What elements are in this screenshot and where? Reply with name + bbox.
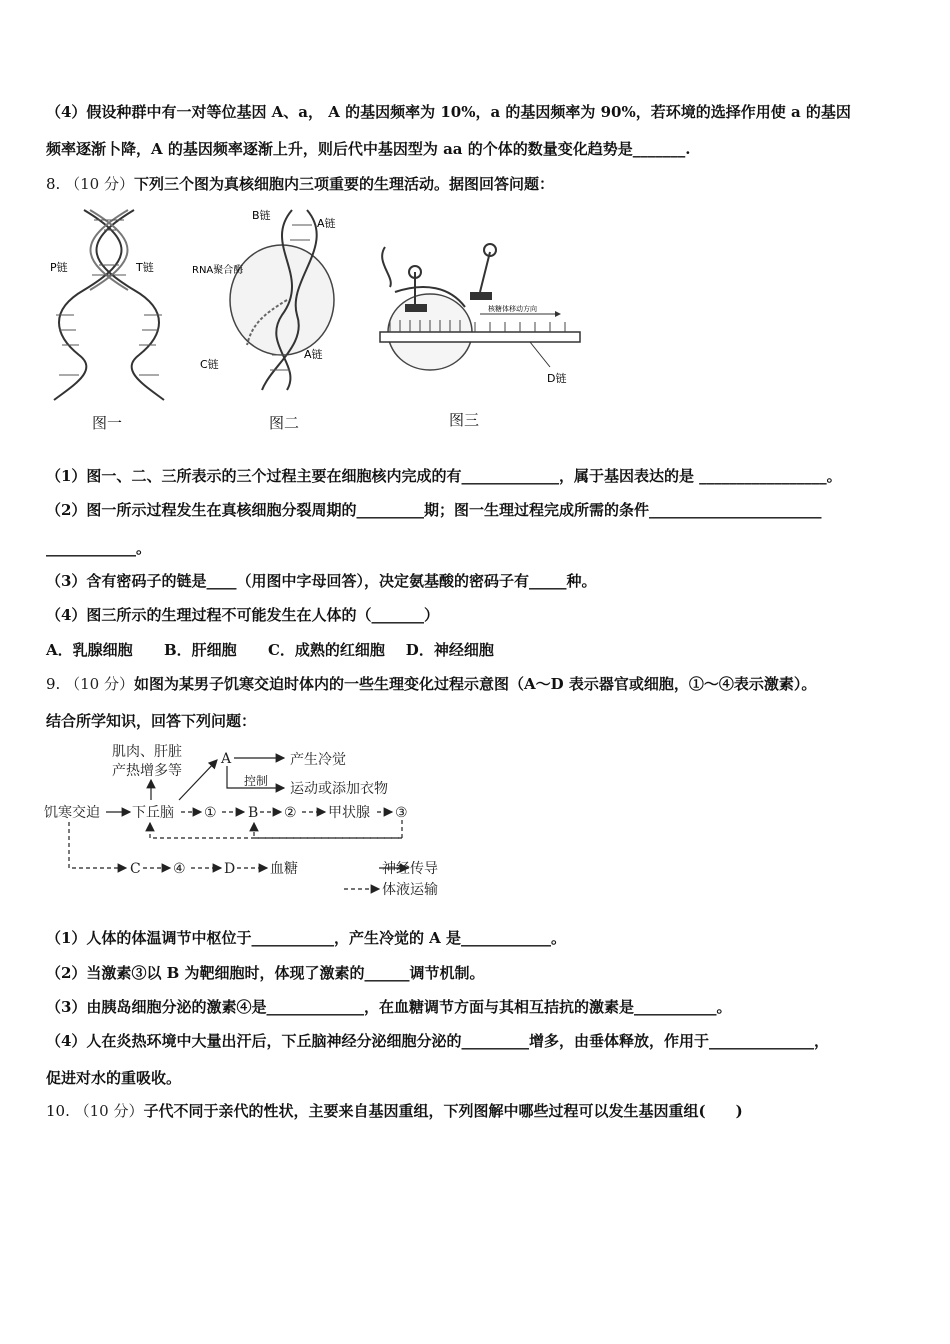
fig1-p-strand-label: P链 [50, 261, 68, 274]
diagram-legend-nerve: 神经传导 [382, 861, 438, 877]
q7-sub4-line2: 频率逐渐卜降，A 的基因频率逐渐上升，则后代中基因型为 aa 的个体的数量变化趋势是_______. [46, 140, 691, 158]
q7-sub4-line1: （4）假设种群中有一对等位基因 A、a， A 的基因频率为 10%，a 的基因频率为 90%，若环境的选择作用使 a 的基因 [46, 103, 851, 121]
diagram-node-b: B [248, 805, 259, 821]
fig3-caption: 图三 [449, 411, 480, 429]
diagram-node-a: A [221, 751, 232, 767]
diagram-blood-sugar: 血糖 [270, 861, 298, 877]
q8-header [46, 174, 554, 194]
q8-sub3: （3）含有密码子的链是____（用图中字母回答），决定氨基酸的密码子有_____种。 [46, 572, 597, 590]
q9-sub3: （3）由胰岛细胞分泌的激素④是_____________，在血糖调节方面与其相互拮抗的激素是___________。 [46, 998, 732, 1016]
q8-number: 8. [46, 175, 61, 193]
fig2-c-strand-label: C链 [200, 358, 219, 371]
q9-score: （10 分） [65, 675, 134, 693]
q9-sub4-line2: 促进对水的重吸收。 [46, 1069, 182, 1087]
diagram-node-d: D [224, 861, 236, 877]
diagram-legend-fluid: 体液运输 [382, 882, 438, 898]
q8-sub4: （4）图三所示的生理过程不可能发生在人体的（_______） [46, 606, 439, 624]
diagram-control-label: 控制 [244, 774, 269, 788]
diagram-thyroid: 甲状腺 [328, 805, 370, 821]
figure-2-transcription [192, 205, 352, 395]
q9-sub4-line1: （4）人在炎热环境中大量出汗后，下丘脑神经分泌细胞分泌的_________增多，由垂体释放，作用于______________， [46, 1032, 829, 1050]
fig2-a-strand-top-label: A链 [317, 217, 336, 230]
diagram-hypothalamus: 下丘脑 [132, 805, 174, 821]
fig2-caption: 图二 [269, 414, 300, 432]
fig1-t-strand-label: T链 [136, 261, 154, 274]
q9-stem-line1: 如图为某男子饥寒交迫时体内的一些生理变化过程示意图（A～D 表示器官或细胞，①～④表示激素）。 [133, 675, 817, 693]
diagram-hormone-2: ② [284, 805, 297, 821]
q8-stem: 下列三个图为真核细胞内三项重要的生理活动。据图回答问题： [133, 175, 554, 193]
diagram-heat-production: 产热增多等 [112, 763, 182, 779]
fig2-b-strand-label: B链 [252, 209, 271, 222]
figure-1-dna-replication [44, 205, 174, 405]
figure-3-translation [355, 232, 585, 392]
fig3-direction-label: 核糖体移动方向 [488, 305, 537, 313]
q10-number: 10. [46, 1102, 70, 1120]
q9-sub2: （2）当激素③以 B 为靶细胞时，体现了激素的______调节机制。 [46, 964, 485, 982]
q9-number: 9. [46, 675, 61, 693]
diagram-hormone-4: ④ [173, 861, 186, 877]
diagram-hormone-3: ③ [395, 805, 408, 821]
fig2-a-strand-bottom-label: A链 [304, 348, 323, 361]
diagram-hunger-cold: 饥寒交迫 [44, 805, 100, 821]
fig2-rna-polymerase-label: RNA聚合酶 [192, 265, 244, 276]
diagram-muscle-liver: 肌肉、肝脏 [112, 744, 182, 760]
q9-stem-line2: 结合所学知识，回答下列问题： [46, 712, 257, 730]
q8-sub1: （1）图一、二、三所表示的三个过程主要在细胞核内完成的有_____________，属于基因表达的是 _________________。 [46, 467, 842, 485]
q10-header [46, 1101, 743, 1121]
diagram-cold-sensation: 产生冷觉 [290, 752, 346, 768]
fig1-caption: 图一 [92, 414, 123, 432]
fig3-d-strand-label: D链 [547, 372, 567, 385]
diagram-node-c: C [130, 861, 141, 877]
q10-stem: 子代不同于亲代的性状，主要来自基因重组，下列图解中哪些过程可以发生基因重组( ) [143, 1102, 743, 1120]
diagram-exercise-clothes: 运动或添加衣物 [290, 781, 388, 797]
q9-sub1: （1）人体的体温调节中枢位于___________，产生冷觉的 A 是____________。 [46, 929, 567, 947]
q8-score: （10 分） [65, 175, 134, 193]
q8-sub2-line1: （2）图一所示过程发生在真核细胞分裂周期的_________期；图一生理过程完成所需的条件_______________________ [46, 501, 822, 519]
q10-score: （10 分） [74, 1102, 144, 1120]
q9-header [46, 674, 816, 694]
q8-sub2-line2: ____________。 [46, 539, 152, 557]
q8-options: A．乳腺细胞 B．肝细胞 C．成熟的红细胞 D．神经细胞 [46, 641, 494, 659]
q9-flow-diagram [44, 738, 464, 900]
diagram-hormone-1: ① [204, 805, 217, 821]
